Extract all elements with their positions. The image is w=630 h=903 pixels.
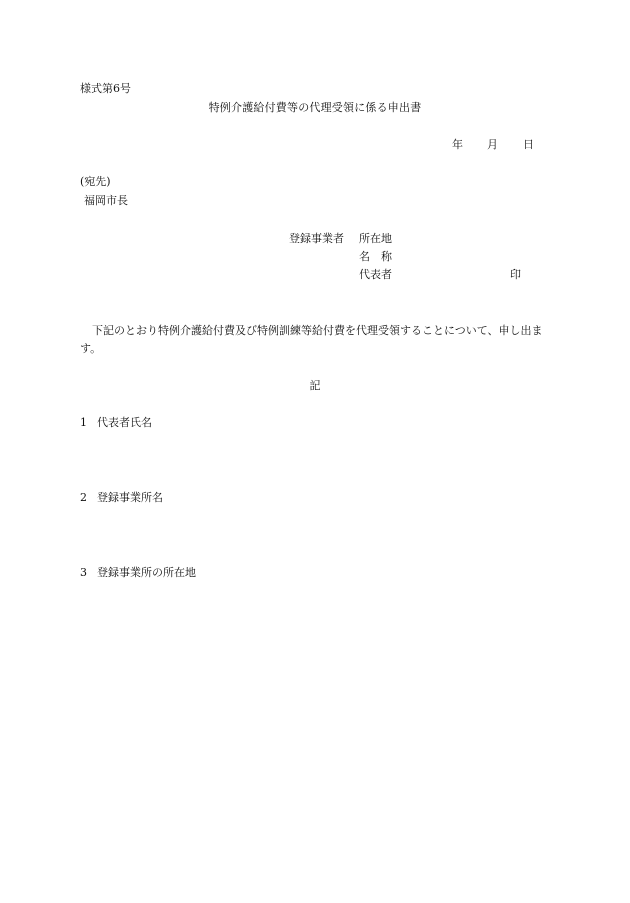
item-number: 2 [80,491,87,504]
item-label: 代表者氏名 [97,416,152,429]
date-year-label: 年 [452,138,463,151]
applicant-label: 登録事業者 [289,232,344,245]
seal-mark: 印 [510,268,521,281]
item-label: 登録事業所の所在地 [97,566,196,579]
date-month-label: 月 [487,138,498,151]
item-representative-name [80,416,152,430]
applicant-field-representative: 代表者 [359,268,392,281]
item-office-name [80,491,163,505]
form-number: 様式第6号 [80,82,131,95]
date-day-label: 日 [523,138,534,151]
ki-heading: 記 [309,379,321,392]
addressee-name: 福岡市長 [84,194,128,207]
body-paragraph: 下記のとおり特例介護給付費及び特例訓練等給付費を代理受領することについて、申し出ます。 [80,324,543,355]
item-number: 1 [80,416,87,429]
applicant-field-address: 所在地 [359,232,392,245]
applicant-field-name: 名 称 [359,250,392,263]
item-office-address [80,566,196,580]
document-title: 特例介護給付費等の代理受領に係る申出書 [208,101,422,114]
item-number: 3 [80,566,87,579]
addressee-prefix: (宛先) [80,175,111,188]
item-label: 登録事業所名 [97,491,163,504]
